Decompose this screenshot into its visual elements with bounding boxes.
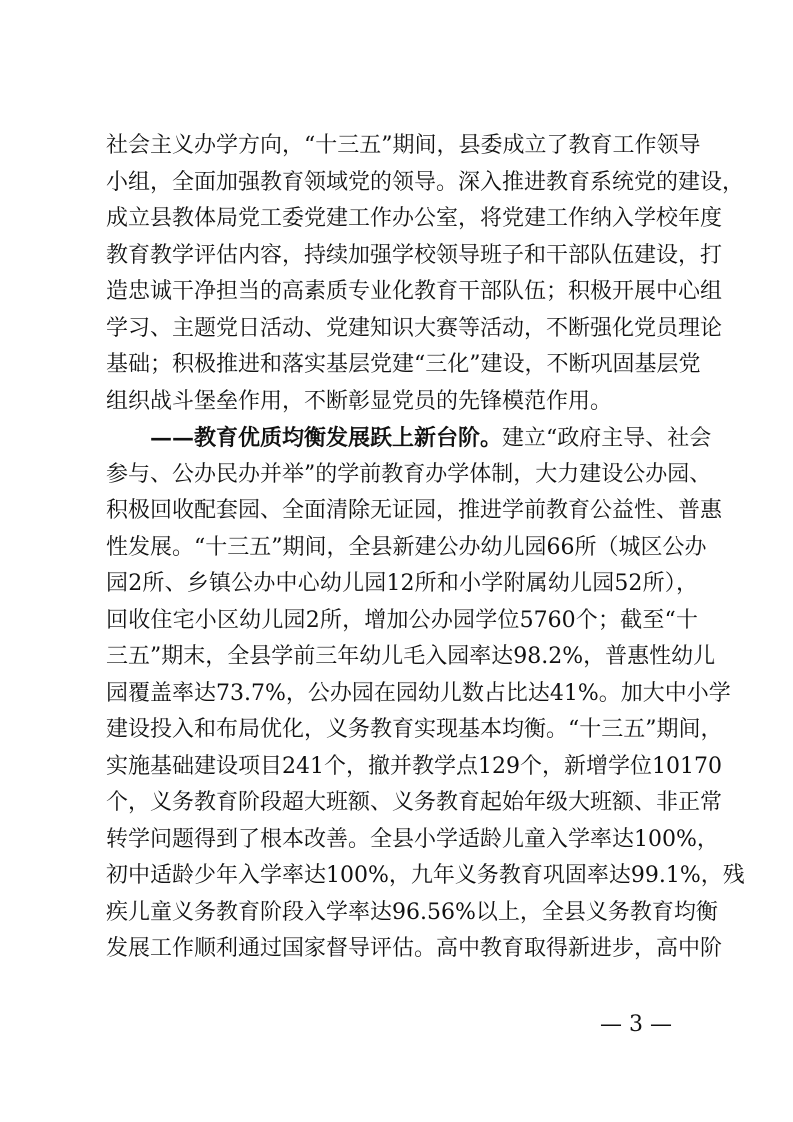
text-line: 个，义务教育阶段超大班额、义务教育起始年级大班额、非正常	[106, 790, 723, 815]
text-line: 回收住宅小区幼儿园2所，增加公办园学位5760个；截至“十	[106, 607, 698, 633]
text-line-with-heading	[106, 420, 712, 457]
text-line: 园覆盖率达73.7%，公办园在园幼儿数占比达41%。加大中小学	[106, 680, 731, 706]
text-line: 基础；积极推进和落实基层党建“三化”建设，不断巩固基层党	[106, 352, 701, 377]
text-line: 建设投入和布局优化，义务教育实现基本均衡。“十三五”期间，	[106, 717, 723, 742]
text-line: 积极回收配套园、全面清除无证园，推进学前教育公益性、普惠	[106, 498, 723, 523]
text-line: 学习、主题党日活动、党建知识大赛等活动，不断强化党员理论	[106, 315, 723, 341]
text-line: 园2所、乡镇公办中心幼儿园12所和小学附属幼儿园52所），	[106, 571, 698, 596]
text-line: 初中适龄少年入学率达100%，九年义务教育巩固率达99.1%，残	[106, 863, 745, 888]
text-line: 参与、公办民办并举”的学前教育办学体制，大力建设公办园、	[106, 461, 712, 487]
text-line: 社会主义办学方向，“十三五”期间，县委成立了教育工作领导	[106, 133, 701, 158]
paragraph-party-building	[106, 128, 745, 420]
heading-line-text: 建立“政府主导、社会	[502, 426, 712, 451]
text-line: 成立县教体局党工委党建工作办公室，将党建工作纳入学校年度	[106, 206, 723, 231]
text-line: 实施基础建设项目241个，撤并教学点129个，新增学位10170	[106, 753, 722, 779]
text-line: 疾儿童义务教育阶段入学率达96.56%以上，全县义务教育均衡	[106, 899, 718, 925]
section-heading: ——教育优质均衡发展跃上新台阶。	[150, 425, 503, 451]
page-number: — 3 —	[600, 1012, 672, 1037]
text-line: 发展工作顺利通过国家督导评估。高中教育取得新进步，高中阶	[106, 936, 723, 961]
text-line: 转学问题得到了根本改善。全县小学适龄儿童入学率达100%，	[106, 826, 719, 852]
text-line: 小组，全面加强教育领域党的领导。深入推进教育系统党的建设，	[106, 169, 745, 195]
paragraph-education-balance	[106, 420, 745, 968]
document-body	[106, 128, 745, 968]
text-line: 组织战斗堡垒作用，不断彰显党员的先锋模范作用。	[106, 388, 613, 414]
text-line: 教育教学评估内容，持续加强学校领导班子和干部队伍建设，打	[106, 242, 723, 268]
text-line: 性发展。“十三五”期间，全县新建公办幼儿园66所（城区公办	[106, 534, 707, 560]
text-line: 三五”期末，全县学前三年幼儿毛入园率达98.2%，普惠性幼儿	[106, 644, 716, 669]
text-line: 造忠诚干净担当的高素质专业化教育干部队伍；积极开展中心组	[106, 279, 723, 304]
